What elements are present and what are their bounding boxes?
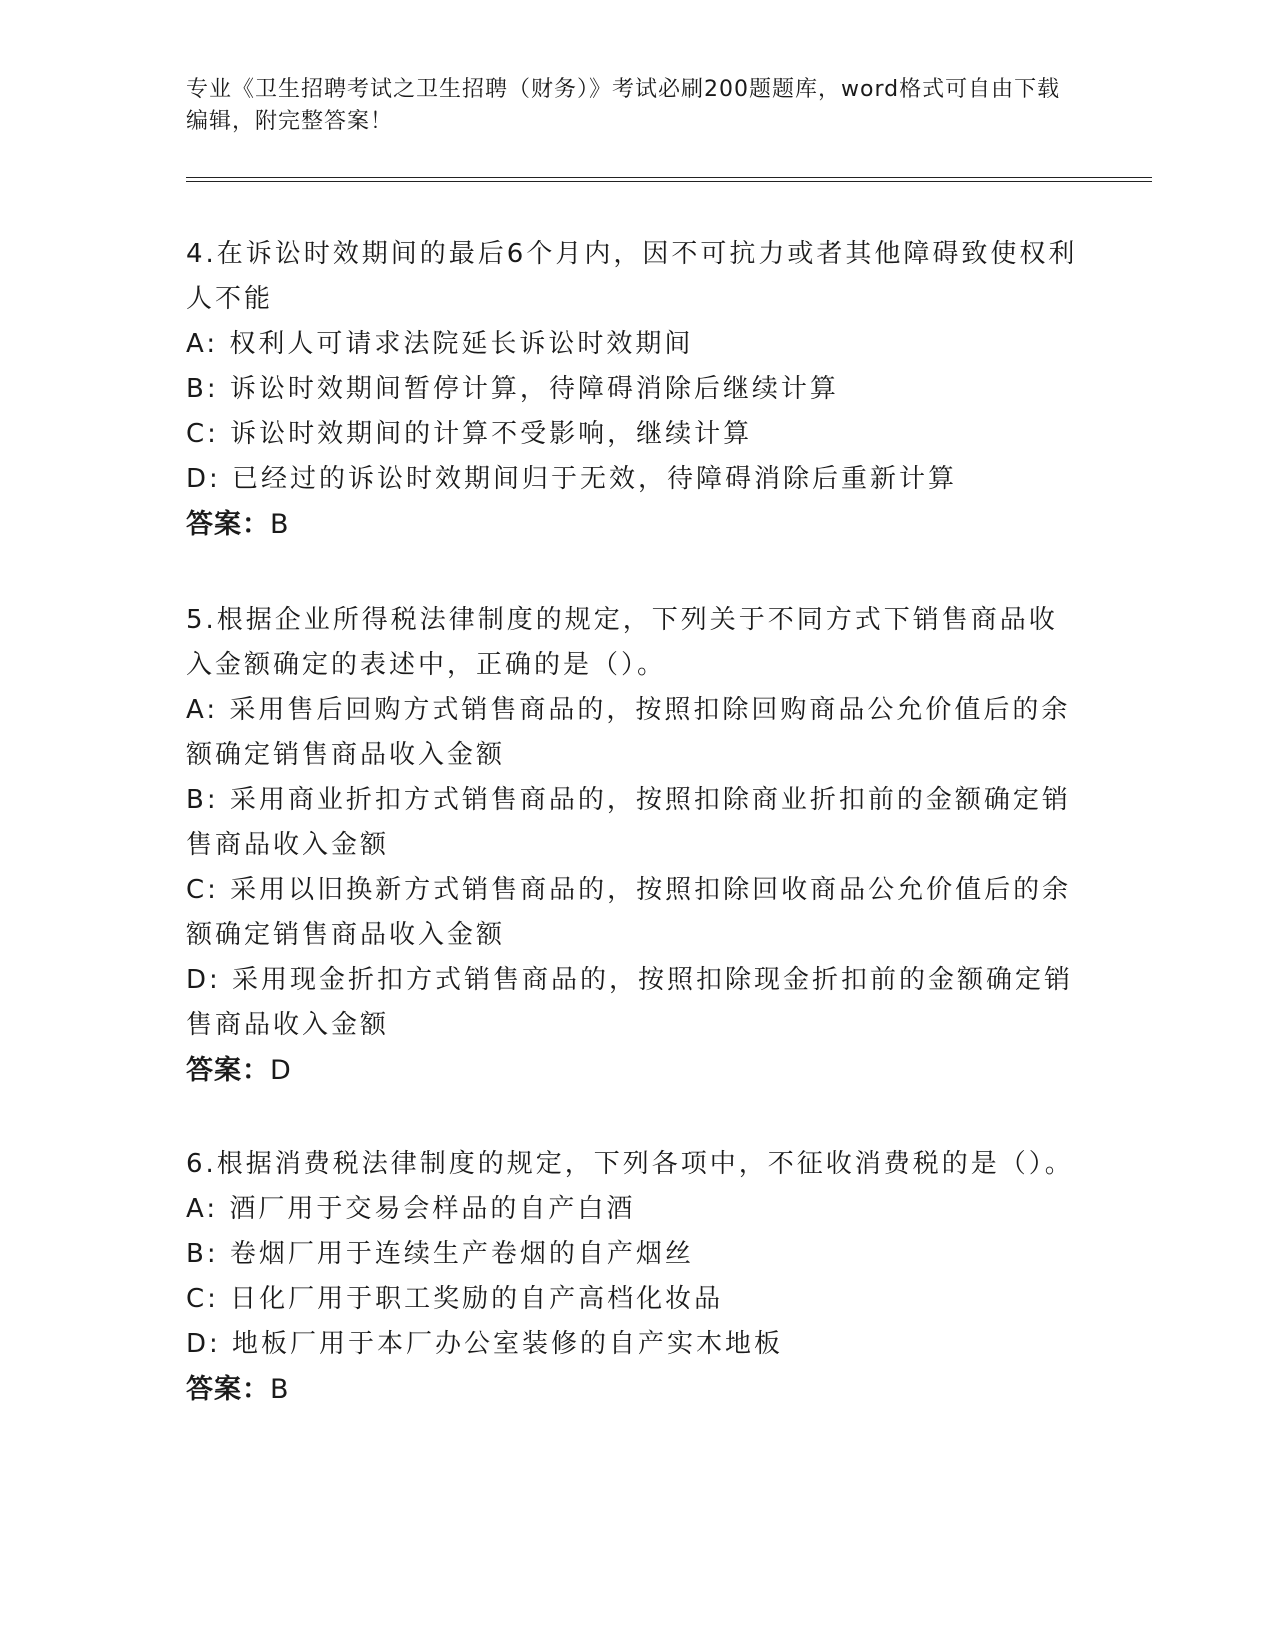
answer-value: B [270,509,290,540]
option-c: C: 日化厂用于职工奖励的自产高档化妆品 [186,1284,724,1314]
option-d: D: 已经过的诉讼时效期间归于无效，待障碍消除后重新计算 [186,464,958,494]
option-a: A: 酒厂用于交易会样品的自产白酒 [186,1194,636,1224]
question-stem: 6.根据消费税法律制度的规定，下列各项中，不征收消费税的是（）。 [186,1149,1074,1179]
option-a: A: 权利人可请求法院延长诉讼时效期间 [186,329,694,359]
answer [186,1048,1086,1093]
question-6 [186,1142,1086,1412]
header-divider [186,177,1152,182]
option-b: B: 采用商业折扣方式销售商品的，按照扣除商业折扣前的金额确定销售商品收入金额 [186,785,1071,860]
option-d: D: 地板厂用于本厂办公室装修的自产实木地板 [186,1329,784,1359]
answer-label: 答案： [186,1055,270,1086]
option-a: A: 采用售后回购方式销售商品的，按照扣除回购商品公允价值后的余额确定销售商品收入金额 [186,695,1071,770]
answer-label: 答案： [186,1374,270,1405]
option-b: B: 诉讼时效期间暂停计算，待障碍消除后继续计算 [186,374,839,404]
document-header: 专业《卫生招聘考试之卫生招聘（财务）》考试必刷200题题库，word格式可自由下载编辑，附完整答案！ [186,77,1061,134]
answer [186,502,1086,547]
answer-value: B [270,1374,290,1405]
option-c: C: 采用以旧换新方式销售商品的，按照扣除回收商品公允价值后的余额确定销售商品收入金额 [186,875,1072,950]
question-4 [186,232,1086,547]
question-5 [186,598,1086,1093]
option-c: C: 诉讼时效期间的计算不受影响，继续计算 [186,419,753,449]
option-d: D: 采用现金折扣方式销售商品的，按照扣除现金折扣前的金额确定销售商品收入金额 [186,965,1074,1040]
answer [186,1367,1086,1412]
option-b: B: 卷烟厂用于连续生产卷烟的自产烟丝 [186,1239,694,1269]
answer-label: 答案： [186,509,270,540]
question-stem: 5.根据企业所得税法律制度的规定，下列关于不同方式下销售商品收入金额确定的表述中，正确的是（）。 [186,605,1058,680]
answer-value: D [270,1055,292,1086]
document-page [186,0,1146,1650]
question-stem: 4.在诉讼时效期间的最后6个月内，因不可抗力或者其他障碍致使权利人不能 [186,239,1078,314]
